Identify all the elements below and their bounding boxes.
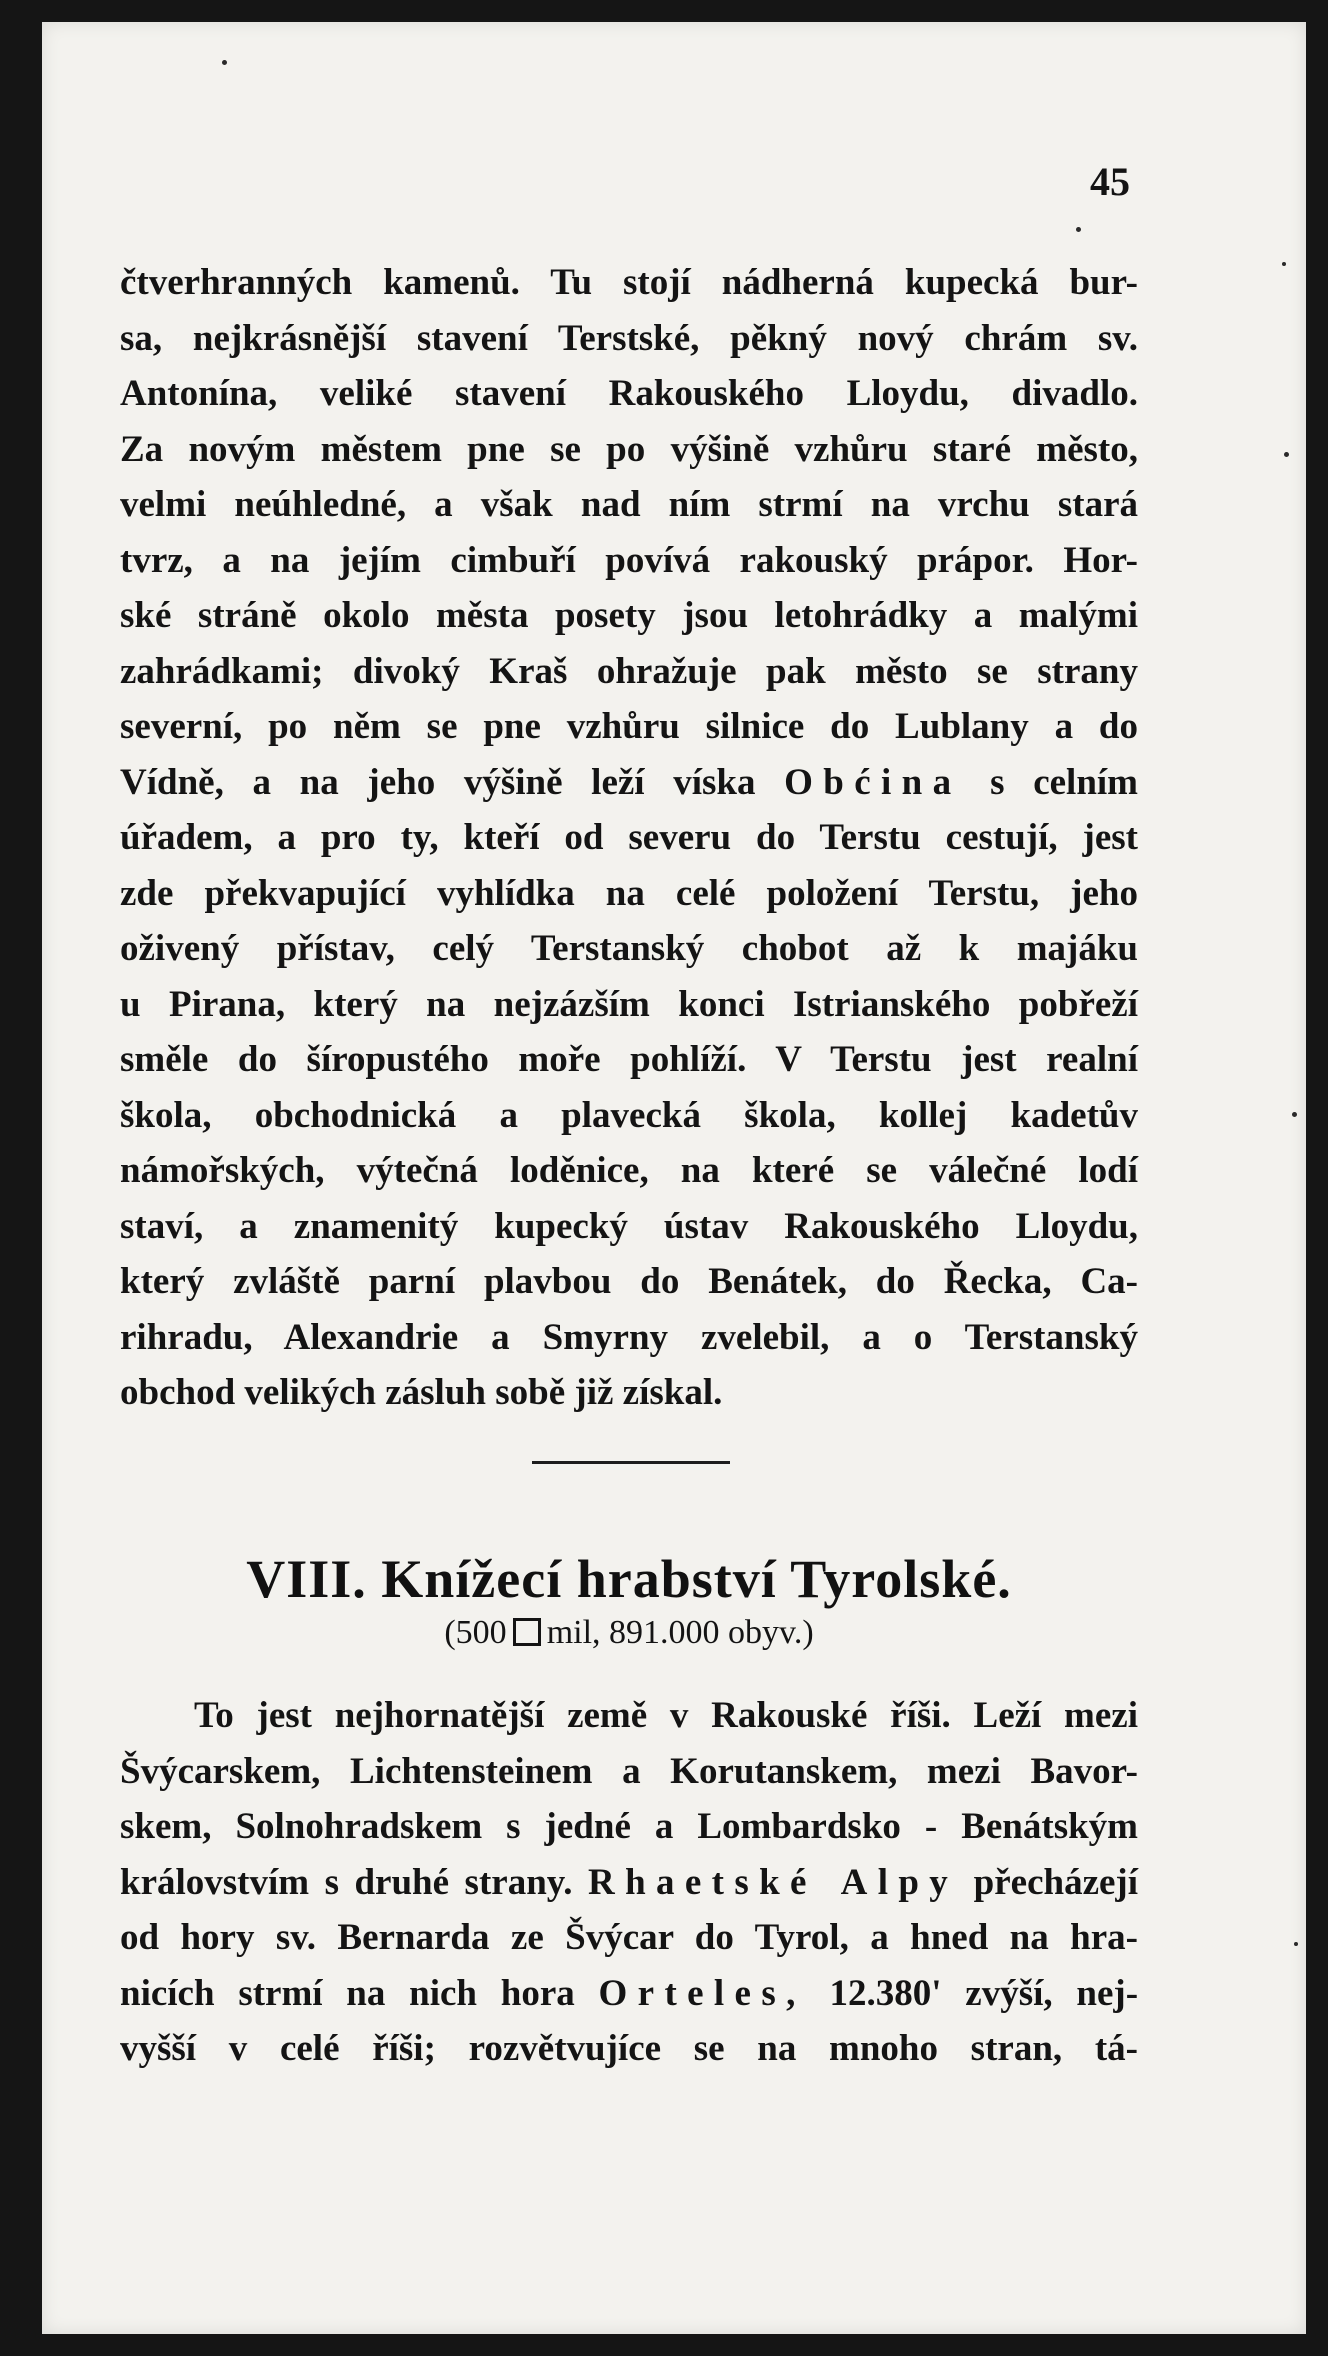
text-line: čtverhranných kamenů. Tu stojí nádherná kupecká bur- [120, 262, 1138, 303]
spaced-place-name: Obćina [784, 761, 962, 803]
text-fragment: 12.380' zvýší, nej- [829, 1972, 1139, 2014]
text-line [120, 1966, 1138, 2022]
text-line: zde překvapující vyhlídka na celé položení Terstu, jeho [120, 872, 1138, 914]
text-line: rihradu, Alexandrie a Smyrny zvelebil, a o Terstanský [120, 1316, 1138, 1358]
text-line: velmi neúhledné, a však nad ním strmí na vrchu stará [120, 484, 1138, 525]
text-line: oživený přístav, celý Terstanský chobot až k majáku [120, 928, 1138, 969]
text-fragment: Vídně, a na jeho výšině leží víska [120, 761, 756, 803]
paper-speck [1076, 227, 1081, 232]
text-line: ské stráně okolo města posety jsou letohrádky a malými [120, 595, 1138, 636]
section-heading: VIII. Knížecí hrabství Tyrolské. [246, 1549, 1012, 1609]
text-line: obchod velikých zásluh sobě již získal. [120, 1372, 723, 1413]
body-paragraph-2 [120, 1688, 1138, 2077]
text-line: To jest nejhornatější země v Rakouské říši. Leží mezi [194, 1695, 1138, 1736]
paper-speck [1282, 262, 1286, 266]
section-divider [532, 1461, 730, 1464]
text-line: Antonína, veliké stavení Rakouského Lloydu, divadlo. [120, 373, 1138, 414]
text-line: u Pirana, který na nejzázším konci Istrianského pobřeží [120, 983, 1138, 1025]
page-number: 45 [1090, 159, 1130, 204]
text-fragment: s celním [990, 761, 1138, 803]
text-line: tvrz, a na jejím cimbuří povívá rakouský prápor. Hor- [120, 539, 1138, 581]
text-line: sa, nejkrásnější stavení Terstské, pěkný nový chrám sv. [120, 317, 1138, 359]
paper-speck [1284, 452, 1289, 457]
text-fragment: královstvím s druhé strany. [120, 1861, 573, 1903]
spaced-place-name: Orteles, [598, 1972, 806, 2014]
text-fragment: nicích strmí na nich hora [120, 1972, 575, 2014]
text-line [120, 755, 1138, 811]
text-line: škola, obchodnická a plavecká škola, kollej kadetův [120, 1094, 1138, 1136]
text-line: námořských, výtečná loděnice, na které se válečné lodí [120, 1150, 1138, 1191]
text-line: vyšší v celé říši; rozvětvujíce se na mnoho stran, tá- [120, 2028, 1138, 2069]
text-fragment: přecházejí [973, 1861, 1139, 1903]
area-value: (500 [444, 1614, 507, 1651]
paper-speck [1294, 1942, 1298, 1946]
body-paragraph-1 [120, 255, 1138, 1421]
text-line: Za novým městem pne se po výšině vzhůru staré město, [120, 428, 1138, 470]
text-line: směle do šíropustého moře pohlíží. V Terstu jest realní [120, 1039, 1138, 1080]
text-line: staví, a znamenitý kupecký ústav Rakouského Lloydu, [120, 1205, 1138, 1247]
text-line: zahrádkami; divoký Kraš ohražuje pak město se strany [120, 650, 1138, 692]
paper-speck [222, 60, 227, 65]
text-line: skem, Solnohradskem s jedné a Lombardsko - Benátským [120, 1806, 1138, 1847]
text-line: Švýcarskem, Lichtensteinem a Korutanskem, mezi Bavor- [120, 1750, 1138, 1792]
text-line [120, 1855, 1138, 1911]
section-subheading [120, 1614, 1138, 1652]
paper-speck [1292, 1112, 1297, 1117]
population-text: mil, 891.000 obyv.) [546, 1614, 814, 1651]
text-line: od hory sv. Bernarda ze Švýcar do Tyrol, a hned na hra- [120, 1917, 1138, 1958]
text-line: který zvláště parní plavbou do Benátek, do Řecka, Ca- [120, 1261, 1138, 1302]
square-mile-symbol-icon [513, 1618, 541, 1646]
text-line: severní, po něm se pne vzhůru silnice do Lublany a do [120, 706, 1138, 747]
text-line: úřadem, a pro ty, kteří od severu do Terstu cestují, jest [120, 817, 1138, 858]
spaced-place-name: Rhaetské Alpy [587, 1861, 959, 1903]
